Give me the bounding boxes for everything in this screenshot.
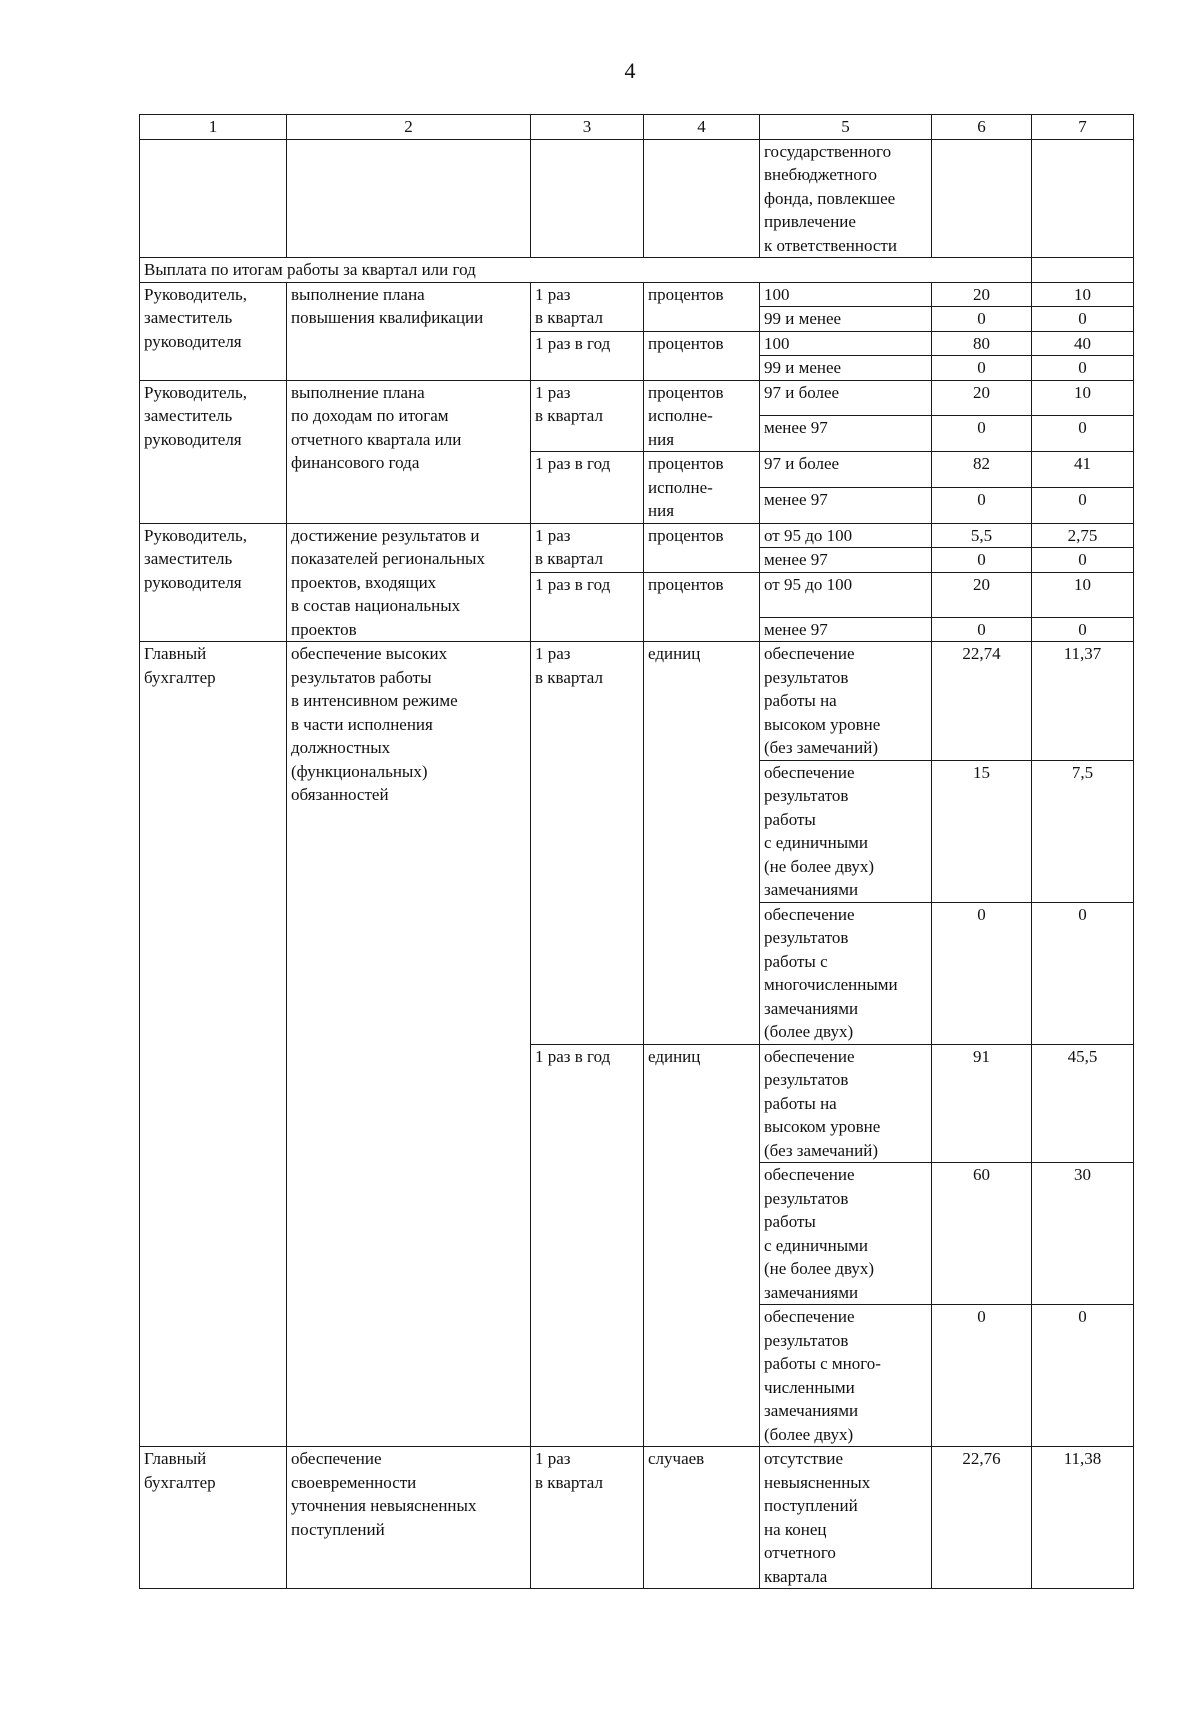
cell-line: менее 97 bbox=[764, 489, 828, 509]
cell-line: работы с bbox=[764, 951, 828, 971]
table-row bbox=[140, 282, 1134, 307]
cell-line: в части исполнения bbox=[291, 714, 433, 734]
cell-line: 1 раз bbox=[535, 284, 571, 304]
cell-line: своевременности bbox=[291, 1472, 417, 1492]
value-7-cell: 41 bbox=[1032, 452, 1134, 488]
period-cell bbox=[531, 1447, 644, 1589]
value-6-cell: 0 bbox=[932, 307, 1032, 332]
criterion-cell bbox=[760, 1044, 932, 1163]
col-header-1: 1 bbox=[140, 115, 287, 140]
cell-line: работы на bbox=[764, 691, 837, 710]
cell-line: Руководитель, bbox=[144, 284, 247, 304]
cell-line: результатов bbox=[764, 667, 849, 687]
cell-line: в квартал bbox=[535, 1472, 603, 1492]
cell-line: процентов bbox=[648, 574, 724, 594]
cell-line: 1 раз в год bbox=[535, 1046, 611, 1066]
empty-cell bbox=[1032, 139, 1134, 258]
page-number: 4 bbox=[624, 58, 636, 83]
value-7-cell: 10 bbox=[1032, 572, 1134, 617]
indicator-cell bbox=[287, 642, 531, 1447]
position-cell bbox=[140, 642, 287, 1447]
empty-cell bbox=[932, 139, 1032, 258]
position-cell bbox=[140, 523, 287, 642]
cell-line: (без замечаний) bbox=[764, 1140, 878, 1160]
cell-line: высоком уровне bbox=[764, 714, 881, 734]
cell-line: работы с много- bbox=[764, 1354, 881, 1373]
criterion-cell bbox=[760, 760, 932, 902]
cell-line: в интенсивном режиме bbox=[291, 691, 458, 710]
cell-line: от 95 до 100 bbox=[764, 525, 853, 545]
cell-line: бухгалтер bbox=[144, 1472, 216, 1492]
cell-line: заместитель bbox=[144, 549, 233, 568]
cell-line: повышения квалификации bbox=[291, 308, 484, 327]
cell-line: 1 раз в год bbox=[535, 454, 611, 473]
value-6-cell: 15 bbox=[932, 760, 1032, 902]
cell-line: отчетного bbox=[764, 1543, 836, 1562]
cell-line: 1 раз bbox=[535, 644, 571, 663]
cell-line: результатов bbox=[764, 1188, 849, 1208]
criterion-cell bbox=[760, 548, 932, 573]
cell-line: 1 раз bbox=[535, 1449, 571, 1468]
cell-line: замечаниями bbox=[764, 1401, 859, 1420]
header-row bbox=[140, 115, 1134, 140]
value-6-cell: 0 bbox=[932, 356, 1032, 381]
indicator-cell bbox=[287, 1447, 531, 1589]
value-6-cell: 0 bbox=[932, 1305, 1032, 1447]
criterion-cell bbox=[760, 1163, 932, 1305]
cell-line: работы на bbox=[764, 1093, 837, 1113]
cell-line: обеспечение bbox=[764, 1307, 855, 1326]
unit-cell bbox=[644, 1447, 760, 1589]
cell-line: 1 раз в год bbox=[535, 574, 611, 594]
cell-line: выполнение плана bbox=[291, 284, 425, 304]
cell-line: работы bbox=[764, 809, 816, 829]
criterion-cell bbox=[760, 902, 932, 1044]
col-header-7: 7 bbox=[1032, 115, 1134, 140]
cell-line: результатов bbox=[764, 1070, 849, 1089]
cell-line: привлечение bbox=[764, 212, 856, 231]
cell-line: невыясненных bbox=[764, 1472, 871, 1492]
cell-line: (функциональных) bbox=[291, 761, 428, 781]
indicator-cell bbox=[287, 523, 531, 642]
value-6-cell: 20 bbox=[932, 380, 1032, 416]
criteria-table bbox=[139, 114, 1134, 1589]
cell-line: обеспечение высоких bbox=[291, 644, 448, 663]
cell-line: менее 97 bbox=[764, 418, 828, 438]
position-cell bbox=[140, 282, 287, 380]
value-7-cell: 0 bbox=[1032, 416, 1134, 452]
value-6-cell: 80 bbox=[932, 331, 1032, 356]
value-6-cell: 60 bbox=[932, 1163, 1032, 1305]
cell-line: показателей региональных bbox=[291, 549, 485, 568]
value-7-cell: 0 bbox=[1032, 617, 1134, 642]
cell-line: (более двух) bbox=[764, 1022, 854, 1041]
table-row bbox=[140, 642, 1134, 761]
period-cell bbox=[531, 452, 644, 524]
cell-line: единиц bbox=[648, 644, 701, 663]
criterion-cell bbox=[760, 331, 932, 356]
cell-line: результатов работы bbox=[291, 667, 432, 687]
cell-line: от 95 до 100 bbox=[764, 574, 853, 594]
value-6-cell: 0 bbox=[932, 487, 1032, 523]
table-body bbox=[140, 139, 1134, 1589]
cell-line: процентов bbox=[648, 525, 724, 545]
cell-line: достижение результатов и bbox=[291, 525, 480, 545]
value-7-cell: 45,5 bbox=[1032, 1044, 1134, 1163]
cell-line: процентов bbox=[648, 382, 724, 402]
position-cell bbox=[140, 1447, 287, 1589]
cell-line: 97 и более bbox=[764, 454, 840, 473]
cell-line: в состав национальных bbox=[291, 596, 461, 615]
cell-line: квартала bbox=[764, 1566, 828, 1586]
cell-line: высоком уровне bbox=[764, 1117, 881, 1136]
cell-line: многочисленными bbox=[764, 975, 898, 994]
cell-line: исполне- bbox=[648, 477, 713, 497]
value-7-cell: 0 bbox=[1032, 902, 1134, 1044]
cell-line: 1 раз bbox=[535, 382, 571, 402]
value-7-cell: 2,75 bbox=[1032, 523, 1134, 548]
cell-line: в квартал bbox=[535, 308, 603, 327]
unit-cell bbox=[644, 380, 760, 452]
col-header-2: 2 bbox=[287, 115, 531, 140]
cell-line: обязанностей bbox=[291, 785, 389, 804]
cell-line: отчетного квартала или bbox=[291, 429, 462, 449]
col-header-5: 5 bbox=[760, 115, 932, 140]
position-cell bbox=[140, 380, 287, 523]
continuation-row bbox=[140, 139, 1134, 258]
unit-cell bbox=[644, 452, 760, 524]
unit-cell bbox=[644, 642, 760, 1045]
criterion-cell bbox=[760, 307, 932, 332]
cell-line: обеспечение bbox=[764, 762, 855, 782]
cell-line: в квартал bbox=[535, 406, 603, 425]
unit-cell bbox=[644, 523, 760, 572]
section-title: Выплата по итогам работы за квартал или год bbox=[140, 258, 1032, 283]
cell-line: в квартал bbox=[535, 549, 603, 568]
criterion-cell bbox=[760, 356, 932, 381]
cell-line: по доходам по итогам bbox=[291, 406, 449, 425]
cell-line: выполнение плана bbox=[291, 382, 425, 402]
period-cell bbox=[531, 380, 644, 452]
criterion-cell bbox=[760, 1305, 932, 1447]
criterion-cell bbox=[760, 282, 932, 307]
cell-line: процентов bbox=[648, 333, 724, 353]
period-cell bbox=[531, 282, 644, 331]
criterion-cell bbox=[760, 1447, 932, 1589]
empty-cell bbox=[140, 139, 287, 258]
cell-line: обеспечение bbox=[764, 1165, 855, 1184]
cell-line: 100 bbox=[764, 284, 790, 304]
criterion-cell bbox=[760, 617, 932, 642]
cell-line: Руководитель, bbox=[144, 382, 247, 402]
cell-line: обеспечение bbox=[291, 1449, 382, 1468]
period-cell bbox=[531, 331, 644, 380]
cell-line: результатов bbox=[764, 786, 849, 805]
value-7-cell: 0 bbox=[1032, 356, 1134, 381]
cell-line: фонда, повлекшее bbox=[764, 188, 896, 208]
cell-line: результатов bbox=[764, 1330, 849, 1350]
value-7-cell: 11,37 bbox=[1032, 642, 1134, 761]
value-6-cell: 0 bbox=[932, 548, 1032, 573]
col-header-6: 6 bbox=[932, 115, 1032, 140]
indicator-cell bbox=[287, 282, 531, 380]
cell-line: обеспечение bbox=[764, 1046, 855, 1066]
value-6-cell: 0 bbox=[932, 416, 1032, 452]
cell-line: результатов bbox=[764, 928, 849, 947]
value-6-cell: 0 bbox=[932, 617, 1032, 642]
cell-line: 99 и менее bbox=[764, 309, 842, 328]
value-7-cell: 10 bbox=[1032, 380, 1134, 416]
cell-line: 1 раз bbox=[535, 525, 571, 545]
cell-line: ния bbox=[648, 429, 675, 449]
criterion-cell bbox=[760, 523, 932, 548]
cell-line: процентов bbox=[648, 454, 724, 473]
table-row bbox=[140, 523, 1134, 548]
cell-line: проектов, входящих bbox=[291, 572, 437, 592]
cell-line: уточнения невыясненных bbox=[291, 1496, 477, 1515]
cell-line: руководителя bbox=[144, 429, 242, 449]
indicator-cell bbox=[287, 380, 531, 523]
cell-line: численными bbox=[764, 1377, 855, 1397]
value-6-cell: 22,74 bbox=[932, 642, 1032, 761]
value-7-cell: 7,5 bbox=[1032, 760, 1134, 902]
empty-cell bbox=[1032, 258, 1134, 283]
criterion-cell bbox=[760, 452, 932, 488]
cell-line: в квартал bbox=[535, 667, 603, 687]
cell-line: бухгалтер bbox=[144, 667, 216, 687]
period-cell bbox=[531, 642, 644, 1045]
cell-line: государственного bbox=[764, 141, 892, 161]
value-6-cell: 91 bbox=[932, 1044, 1032, 1163]
cell-line: на конец bbox=[764, 1519, 827, 1539]
cell-line: (не более двух) bbox=[764, 856, 875, 876]
criterion-cell bbox=[760, 487, 932, 523]
criterion-cell bbox=[760, 139, 932, 258]
criterion-cell bbox=[760, 380, 932, 416]
unit-cell bbox=[644, 572, 760, 642]
empty-cell bbox=[644, 139, 760, 258]
cell-line: руководителя bbox=[144, 331, 242, 351]
value-7-cell: 0 bbox=[1032, 307, 1134, 332]
cell-line: финансового года bbox=[291, 453, 420, 472]
criterion-cell bbox=[760, 416, 932, 452]
cell-line: ния bbox=[648, 501, 675, 520]
cell-line: 97 и более bbox=[764, 382, 840, 402]
cell-line: 100 bbox=[764, 333, 790, 353]
cell-line: исполне- bbox=[648, 406, 713, 425]
cell-line: процентов bbox=[648, 284, 724, 304]
cell-line: руководителя bbox=[144, 572, 242, 592]
cell-line: (не более двух) bbox=[764, 1259, 875, 1278]
value-6-cell: 22,76 bbox=[932, 1447, 1032, 1589]
table-row bbox=[140, 380, 1134, 416]
cell-line: обеспечение bbox=[764, 904, 855, 924]
value-6-cell: 20 bbox=[932, 572, 1032, 617]
empty-cell bbox=[287, 139, 531, 258]
cell-line: менее 97 bbox=[764, 619, 828, 639]
cell-line: Главный bbox=[144, 644, 207, 663]
unit-cell bbox=[644, 282, 760, 331]
value-6-cell: 20 bbox=[932, 282, 1032, 307]
value-7-cell: 0 bbox=[1032, 1305, 1134, 1447]
cell-line: 99 и менее bbox=[764, 358, 842, 377]
cell-line: замечаниями bbox=[764, 998, 859, 1018]
cell-line: обеспечение bbox=[764, 644, 855, 663]
value-6-cell: 82 bbox=[932, 452, 1032, 488]
cell-line: (более двух) bbox=[764, 1424, 854, 1444]
unit-cell bbox=[644, 331, 760, 380]
cell-line: с единичными bbox=[764, 833, 868, 852]
cell-line: случаев bbox=[648, 1449, 705, 1468]
cell-line: заместитель bbox=[144, 406, 233, 425]
criterion-cell bbox=[760, 572, 932, 617]
cell-line: к ответственности bbox=[764, 235, 897, 255]
cell-line: 1 раз в год bbox=[535, 333, 611, 353]
cell-line: (без замечаний) bbox=[764, 738, 878, 757]
period-cell bbox=[531, 1044, 644, 1447]
value-7-cell: 0 bbox=[1032, 487, 1134, 523]
cell-line: замечаниями bbox=[764, 880, 859, 899]
cell-line: замечаниями bbox=[764, 1282, 859, 1302]
period-cell bbox=[531, 572, 644, 642]
value-7-cell: 10 bbox=[1032, 282, 1134, 307]
col-header-3: 3 bbox=[531, 115, 644, 140]
cell-line: должностных bbox=[291, 738, 391, 757]
unit-cell bbox=[644, 1044, 760, 1447]
value-6-cell: 0 bbox=[932, 902, 1032, 1044]
cell-line: Руководитель, bbox=[144, 525, 247, 545]
cell-line: единиц bbox=[648, 1046, 701, 1066]
cell-line: отсутствие bbox=[764, 1449, 844, 1468]
table-row bbox=[140, 1447, 1134, 1589]
cell-line: поступлений bbox=[291, 1519, 385, 1539]
section-row bbox=[140, 258, 1134, 283]
empty-cell bbox=[531, 139, 644, 258]
cell-line: поступлений bbox=[764, 1496, 858, 1515]
cell-line: проектов bbox=[291, 619, 357, 639]
cell-line: заместитель bbox=[144, 308, 233, 327]
cell-line: менее 97 bbox=[764, 550, 828, 569]
value-7-cell: 40 bbox=[1032, 331, 1134, 356]
value-7-cell: 30 bbox=[1032, 1163, 1134, 1305]
col-header-4: 4 bbox=[644, 115, 760, 140]
criterion-cell bbox=[760, 642, 932, 761]
cell-line: Главный bbox=[144, 1449, 207, 1468]
cell-line: с единичными bbox=[764, 1235, 868, 1255]
period-cell bbox=[531, 523, 644, 572]
value-6-cell: 5,5 bbox=[932, 523, 1032, 548]
cell-line: внебюджетного bbox=[764, 165, 877, 184]
cell-line: работы bbox=[764, 1212, 816, 1231]
value-7-cell: 11,38 bbox=[1032, 1447, 1134, 1589]
value-7-cell: 0 bbox=[1032, 548, 1134, 573]
